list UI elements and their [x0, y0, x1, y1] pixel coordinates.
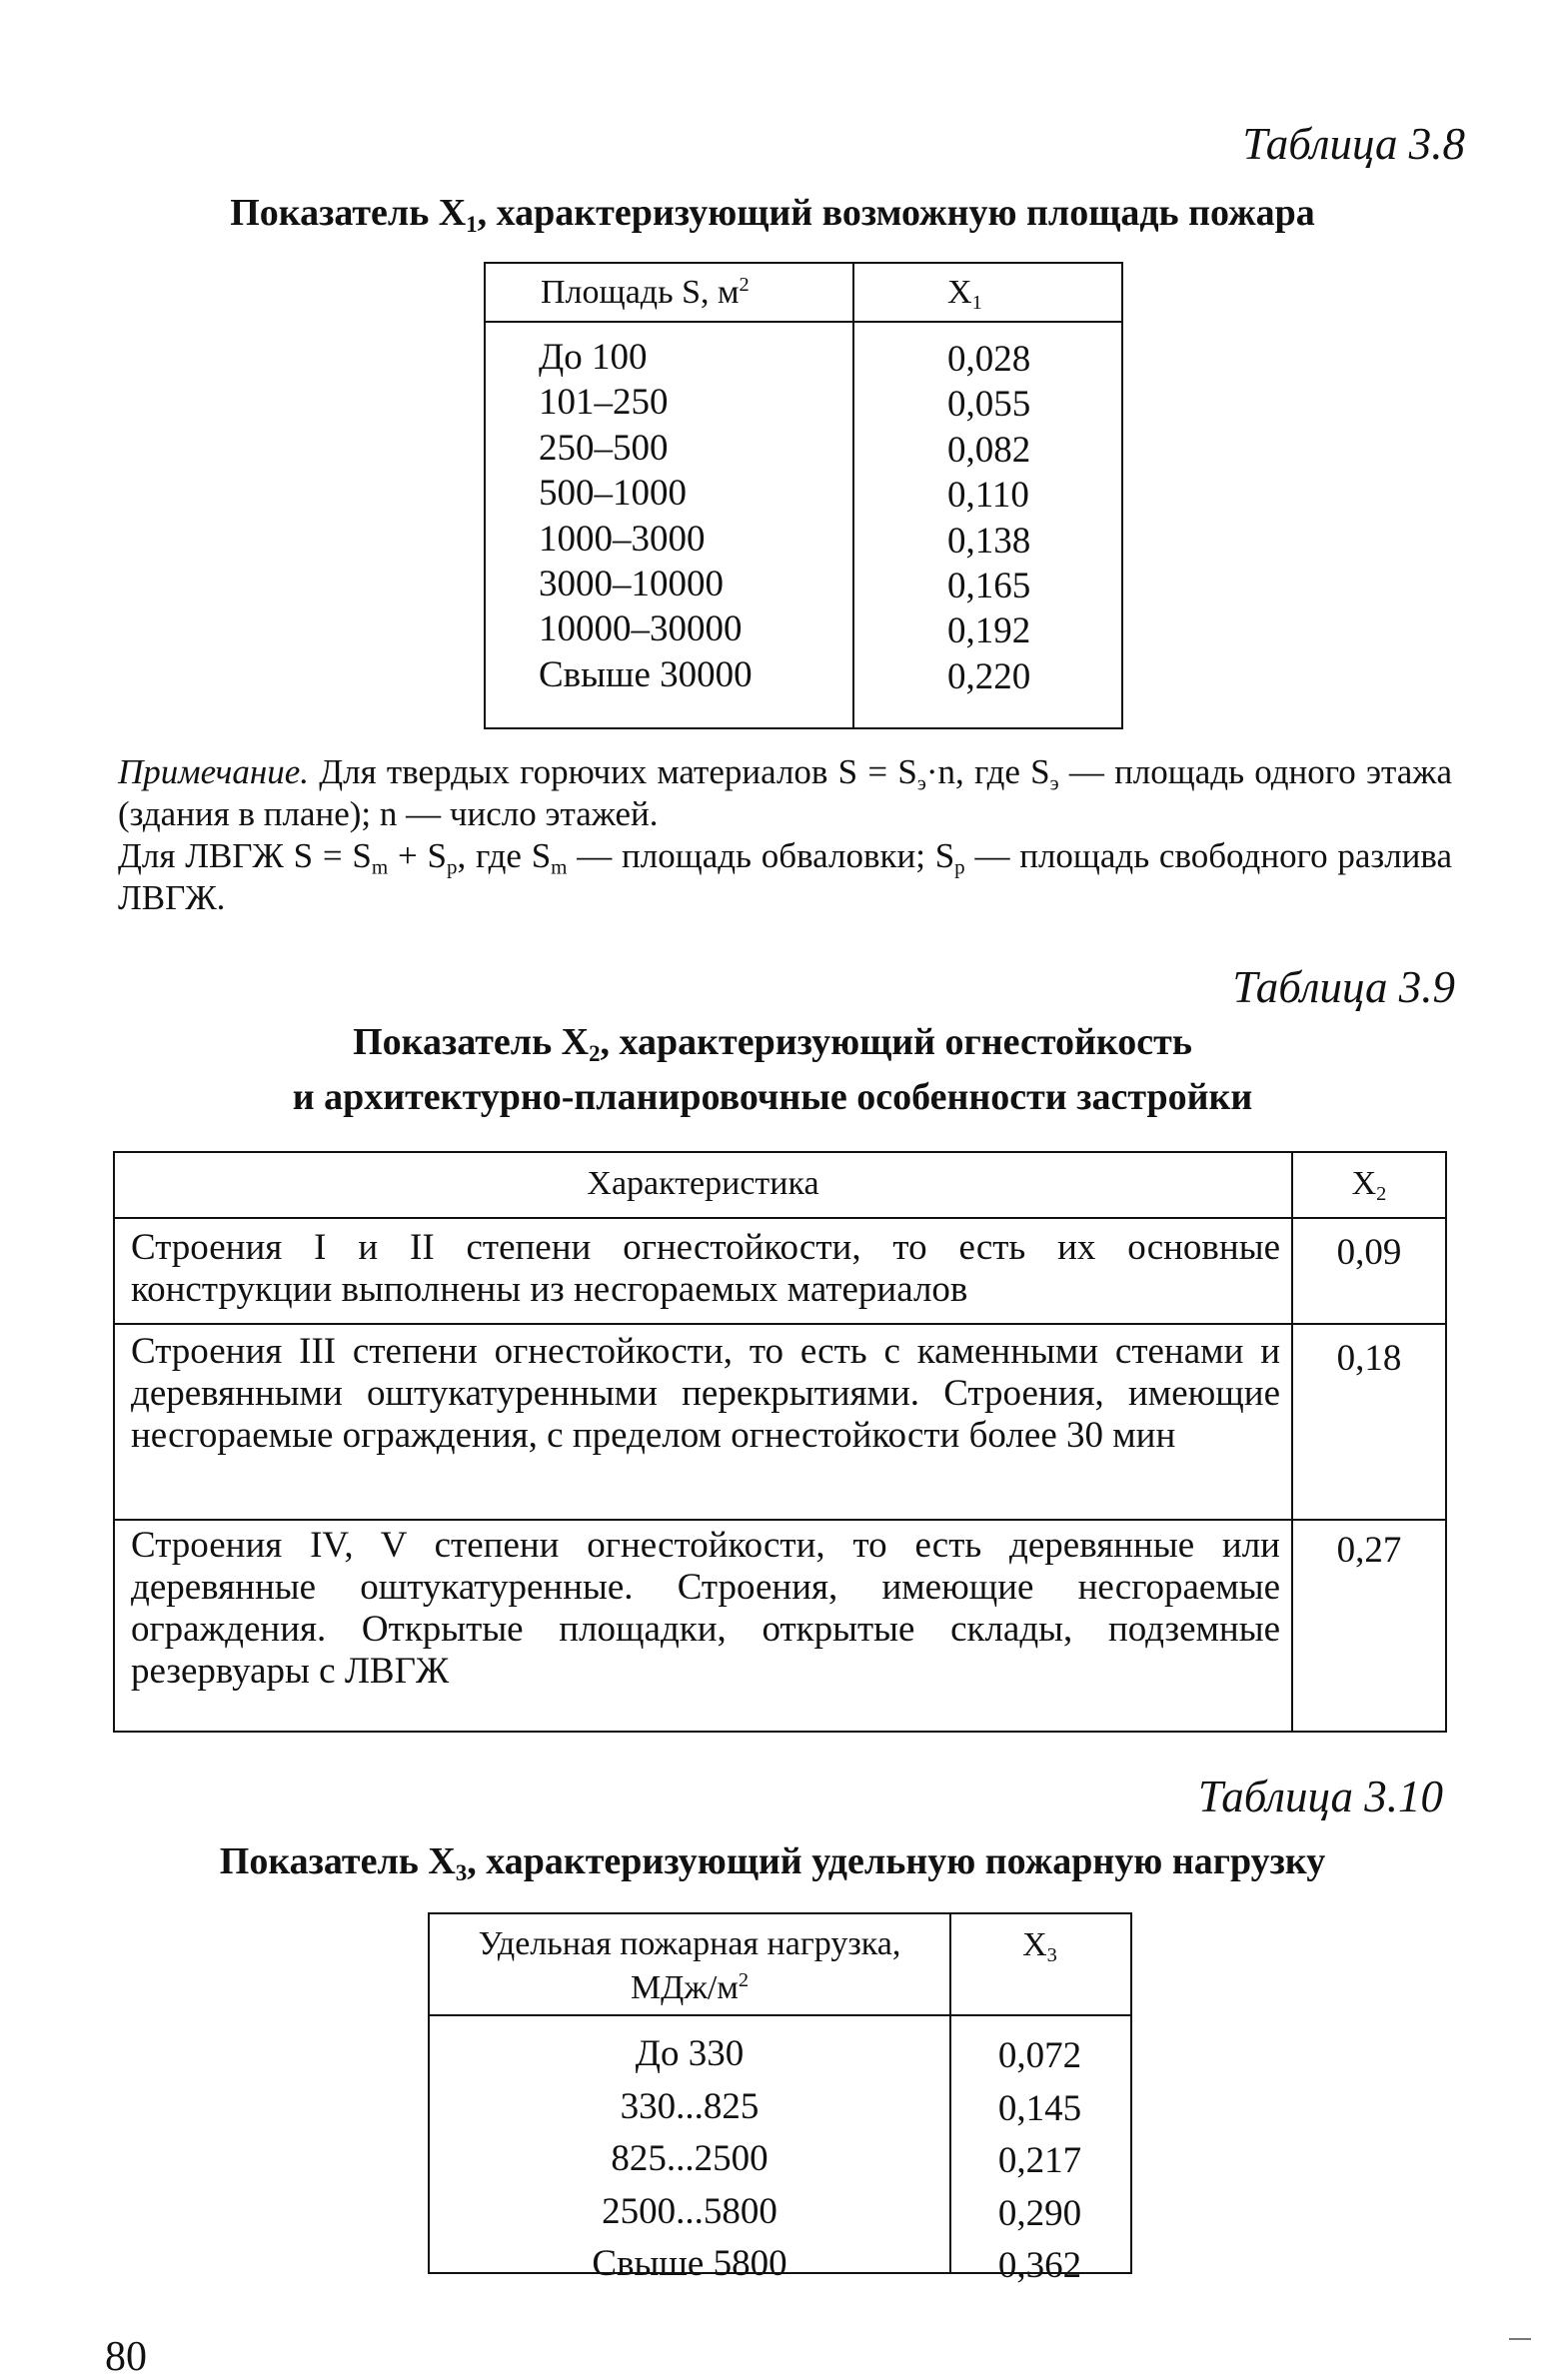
table-row-area: 10000–30000 [539, 608, 743, 650]
table-row-text: Строения I и II степени огнестойкости, то есть их основные конструкции выполнены из несгораемых материалов [131, 1227, 1280, 1310]
table-row-x: 0,220 [947, 655, 1031, 697]
page-number: 80 [105, 2334, 147, 2380]
table-3-8-title: Показатель $X_1$, характеризующий возможную площадь пожара [230, 192, 1315, 237]
table-row-x: 0,18 [1336, 1338, 1402, 1379]
table-row-load: До 330 [635, 2033, 745, 2074]
header-x1: $X_1$ [947, 274, 982, 315]
table-row-load: 330...825 [620, 2085, 760, 2127]
table-row-x: 0,217 [997, 2140, 1082, 2181]
header-x3: $X_3$ [1022, 1926, 1057, 1967]
table-3-10 [428, 1912, 1132, 2286]
note-paragraph-1: Примечание. Для твердых горючих материалов $S = S_э\cdot n$, где $S_э$ — площадь одного этажа (здания в плане); n — число этажей. [118, 752, 1452, 833]
scan-mark [1509, 2338, 1531, 2340]
table-row-x: 0,028 [947, 339, 1031, 380]
header-characteristic: Характеристика [587, 1165, 819, 1202]
table-3-9-caption: Таблица 3.9 [1232, 962, 1455, 1012]
note-paragraph-2: Для ЛВГЖ $S = S_m + S_p$, где $S_m$ — площадь обваловки; $S_p$ — площадь свободного разлива ЛВГЖ. [118, 836, 1452, 917]
table-3-10-header [430, 1914, 1130, 2016]
table-3-8-header [486, 264, 1121, 323]
table-row-area: Свыше 30000 [539, 653, 753, 695]
header-x2: $X_2$ [1351, 1165, 1387, 1206]
table-row-load: 825...2500 [611, 2138, 769, 2179]
table-row-area: 3000–10000 [539, 564, 724, 605]
table-3-8-note [118, 751, 1452, 919]
table-row-x: 0,290 [997, 2192, 1082, 2234]
table-3-8 [484, 262, 1123, 729]
table-row-x: 0,110 [947, 475, 1029, 517]
table-row-area: До 100 [539, 337, 648, 378]
table-row-area: 500–1000 [539, 473, 687, 515]
table-row-load: 2500...5800 [602, 2190, 777, 2232]
table-row-area: 101–250 [539, 382, 669, 424]
table-row-text: Строения III степени огнестойкости, то есть с каменными стенами и деревянными оштукатуренными перекрытиями. Строения, имеющие несгораемые ограждения, с пределом огнестойкости более 30 мин [131, 1331, 1280, 1456]
table-row-load: Свыше 5800 [592, 2243, 787, 2284]
load-column [430, 2028, 949, 2291]
table-row-x: 0,145 [997, 2087, 1082, 2129]
table-row-x: 0,072 [997, 2035, 1082, 2076]
table-row-area: 1000–3000 [539, 518, 706, 560]
table-row-area: 250–500 [539, 427, 669, 469]
area-column [539, 335, 753, 697]
header-area: Площадь S, $м^2$ [541, 273, 750, 311]
table-row-x: 0,27 [1336, 1530, 1402, 1571]
table-3-8-caption: Таблица 3.8 [1242, 119, 1465, 169]
table-row-text: Строения IV, V степени огнестойкости, то есть деревянные или деревянные оштукатуренные. Строения, имеющие несгораемые ограждения. Открытые площадки, открытые склады, подземные резервуары с ЛВГЖ [131, 1525, 1280, 1692]
table-row-x: 0,362 [997, 2245, 1082, 2286]
table-row-x: 0,082 [947, 429, 1031, 471]
x3-column [949, 2030, 1130, 2293]
table-row-x: 0,138 [947, 520, 1031, 562]
table-row-x: 0,09 [1336, 1232, 1402, 1273]
table-3-9-title: Показатель $X_2$, характеризующий огнестойкость и архитектурно-планировочные особенности застройки [292, 1021, 1253, 1118]
table-3-10-title: Показатель $X_3$, характеризующий удельную пожарную нагрузку [219, 1840, 1326, 1885]
header-fire-load: Удельная пожарная нагрузка, МДж/$м^2$ [478, 1925, 901, 2006]
table-3-10-caption: Таблица 3.10 [1197, 1772, 1443, 1821]
table-3-9 [113, 1151, 1447, 1733]
x1-column [947, 337, 1030, 699]
table-row-x: 0,165 [947, 566, 1031, 607]
table-row-x: 0,192 [947, 610, 1031, 652]
table-row-x: 0,055 [947, 384, 1031, 426]
